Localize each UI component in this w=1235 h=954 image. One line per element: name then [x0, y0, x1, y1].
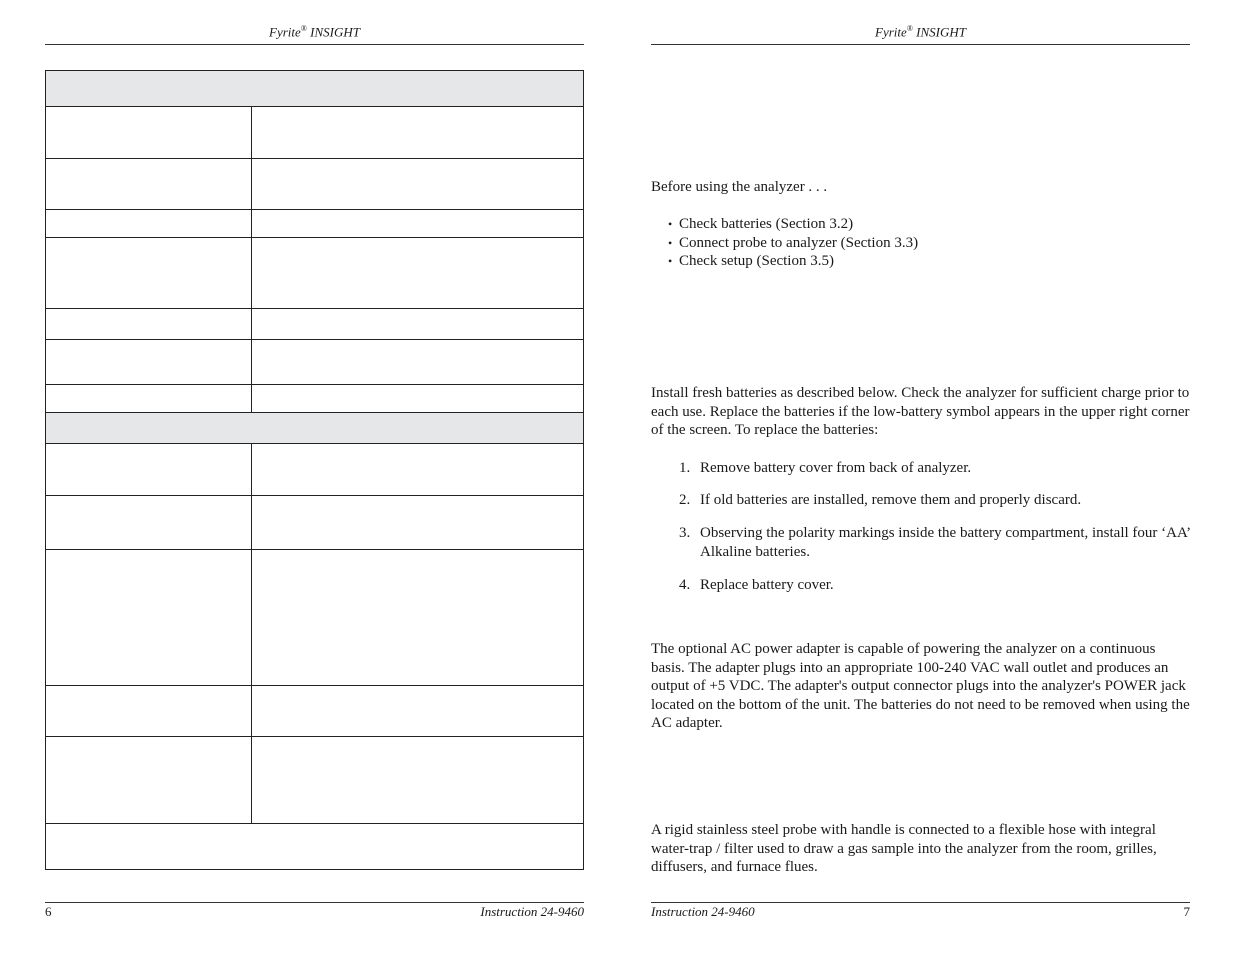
table-rule [46, 158, 583, 159]
table-rule [46, 736, 583, 737]
checklist-item: • Check setup (Section 3.5) [668, 253, 834, 269]
table-rule [46, 209, 583, 210]
table-rule [46, 549, 583, 550]
checklist-item: • Check batteries (Section 3.2) [668, 216, 854, 232]
product-name: INSIGHT [912, 24, 966, 40]
ac-adapter-paragraph: The optional AC power adapter is capable of powering the analyzer on a continuous basis. The adapter plugs into an appropriate 100-240 VAC wall outlet and produces an output of +5 VDC. The adapter's output connector plugs into the analyzer's POWER jack located on the bottom of the unit. The batteries do not need to be removed when using the AC adapter. [651, 641, 1190, 731]
left-page [45, 0, 585, 954]
table-rule [46, 237, 583, 238]
battery-step: 4. Replace battery cover. [679, 577, 834, 593]
specifications-table [45, 70, 584, 870]
table-rule [46, 339, 583, 340]
bullet-icon: • [668, 235, 673, 250]
product-name: INSIGHT [306, 24, 360, 40]
probe-paragraph: A rigid stainless steel probe with handle is connected to a flexible hose with integral water-trap / filter used to draw a gas sample into the analyzer from the room, grilles, diffusers, and furnace flues. [651, 822, 1157, 875]
registered-mark: ® [906, 24, 913, 33]
pre-use-checklist [668, 215, 918, 271]
battery-step: 3. Observing the polarity markings inside the battery compartment, install four ‘AA’ Alkaline batteries. [679, 525, 1191, 560]
table-rule [46, 384, 583, 385]
right-running-header [651, 24, 1190, 40]
left-footer [45, 904, 584, 920]
right-page [651, 0, 1191, 954]
battery-intro-paragraph: Install fresh batteries as described below. Check the analyzer for sufficient charge prior to each use. Replace the batteries if the low-battery symbol appears in the upper right corner of the screen. To replace the batteries: [651, 385, 1190, 438]
table-rule [46, 495, 583, 496]
header-rule [45, 44, 584, 45]
battery-step: 1. Remove battery cover from back of analyzer. [679, 460, 972, 476]
table-rule [46, 823, 583, 824]
bullet-icon: • [668, 254, 673, 268]
battery-step: 2. If old batteries are installed, remove them and properly discard. [679, 492, 1082, 508]
table-header-row [46, 71, 583, 107]
table-rule [46, 443, 583, 444]
brand-name: Fyrite [875, 24, 907, 40]
table-rule [46, 412, 583, 413]
page-number: 6 [45, 904, 52, 919]
brand-name: Fyrite [269, 24, 301, 40]
table-section-row [46, 413, 583, 444]
table-rule [46, 308, 583, 309]
checklist-item: • Connect probe to analyzer (Section 3.3) [668, 234, 919, 251]
instruction-number: Instruction 24-9460 [651, 904, 755, 919]
header-rule [651, 44, 1190, 45]
page-number: 7 [1183, 904, 1190, 919]
footer-rule [45, 902, 584, 903]
table-rule [46, 685, 583, 686]
right-footer [651, 904, 1190, 920]
left-running-header [45, 24, 584, 40]
table-column-divider [251, 444, 252, 824]
table-rule [46, 106, 583, 107]
table-column-divider [251, 107, 252, 413]
bullet-icon: • [668, 217, 673, 231]
intro-text: Before using the analyzer . . . [651, 179, 828, 195]
footer-rule [651, 902, 1190, 903]
registered-mark: ® [300, 24, 307, 33]
instruction-number: Instruction 24-9460 [480, 904, 584, 919]
